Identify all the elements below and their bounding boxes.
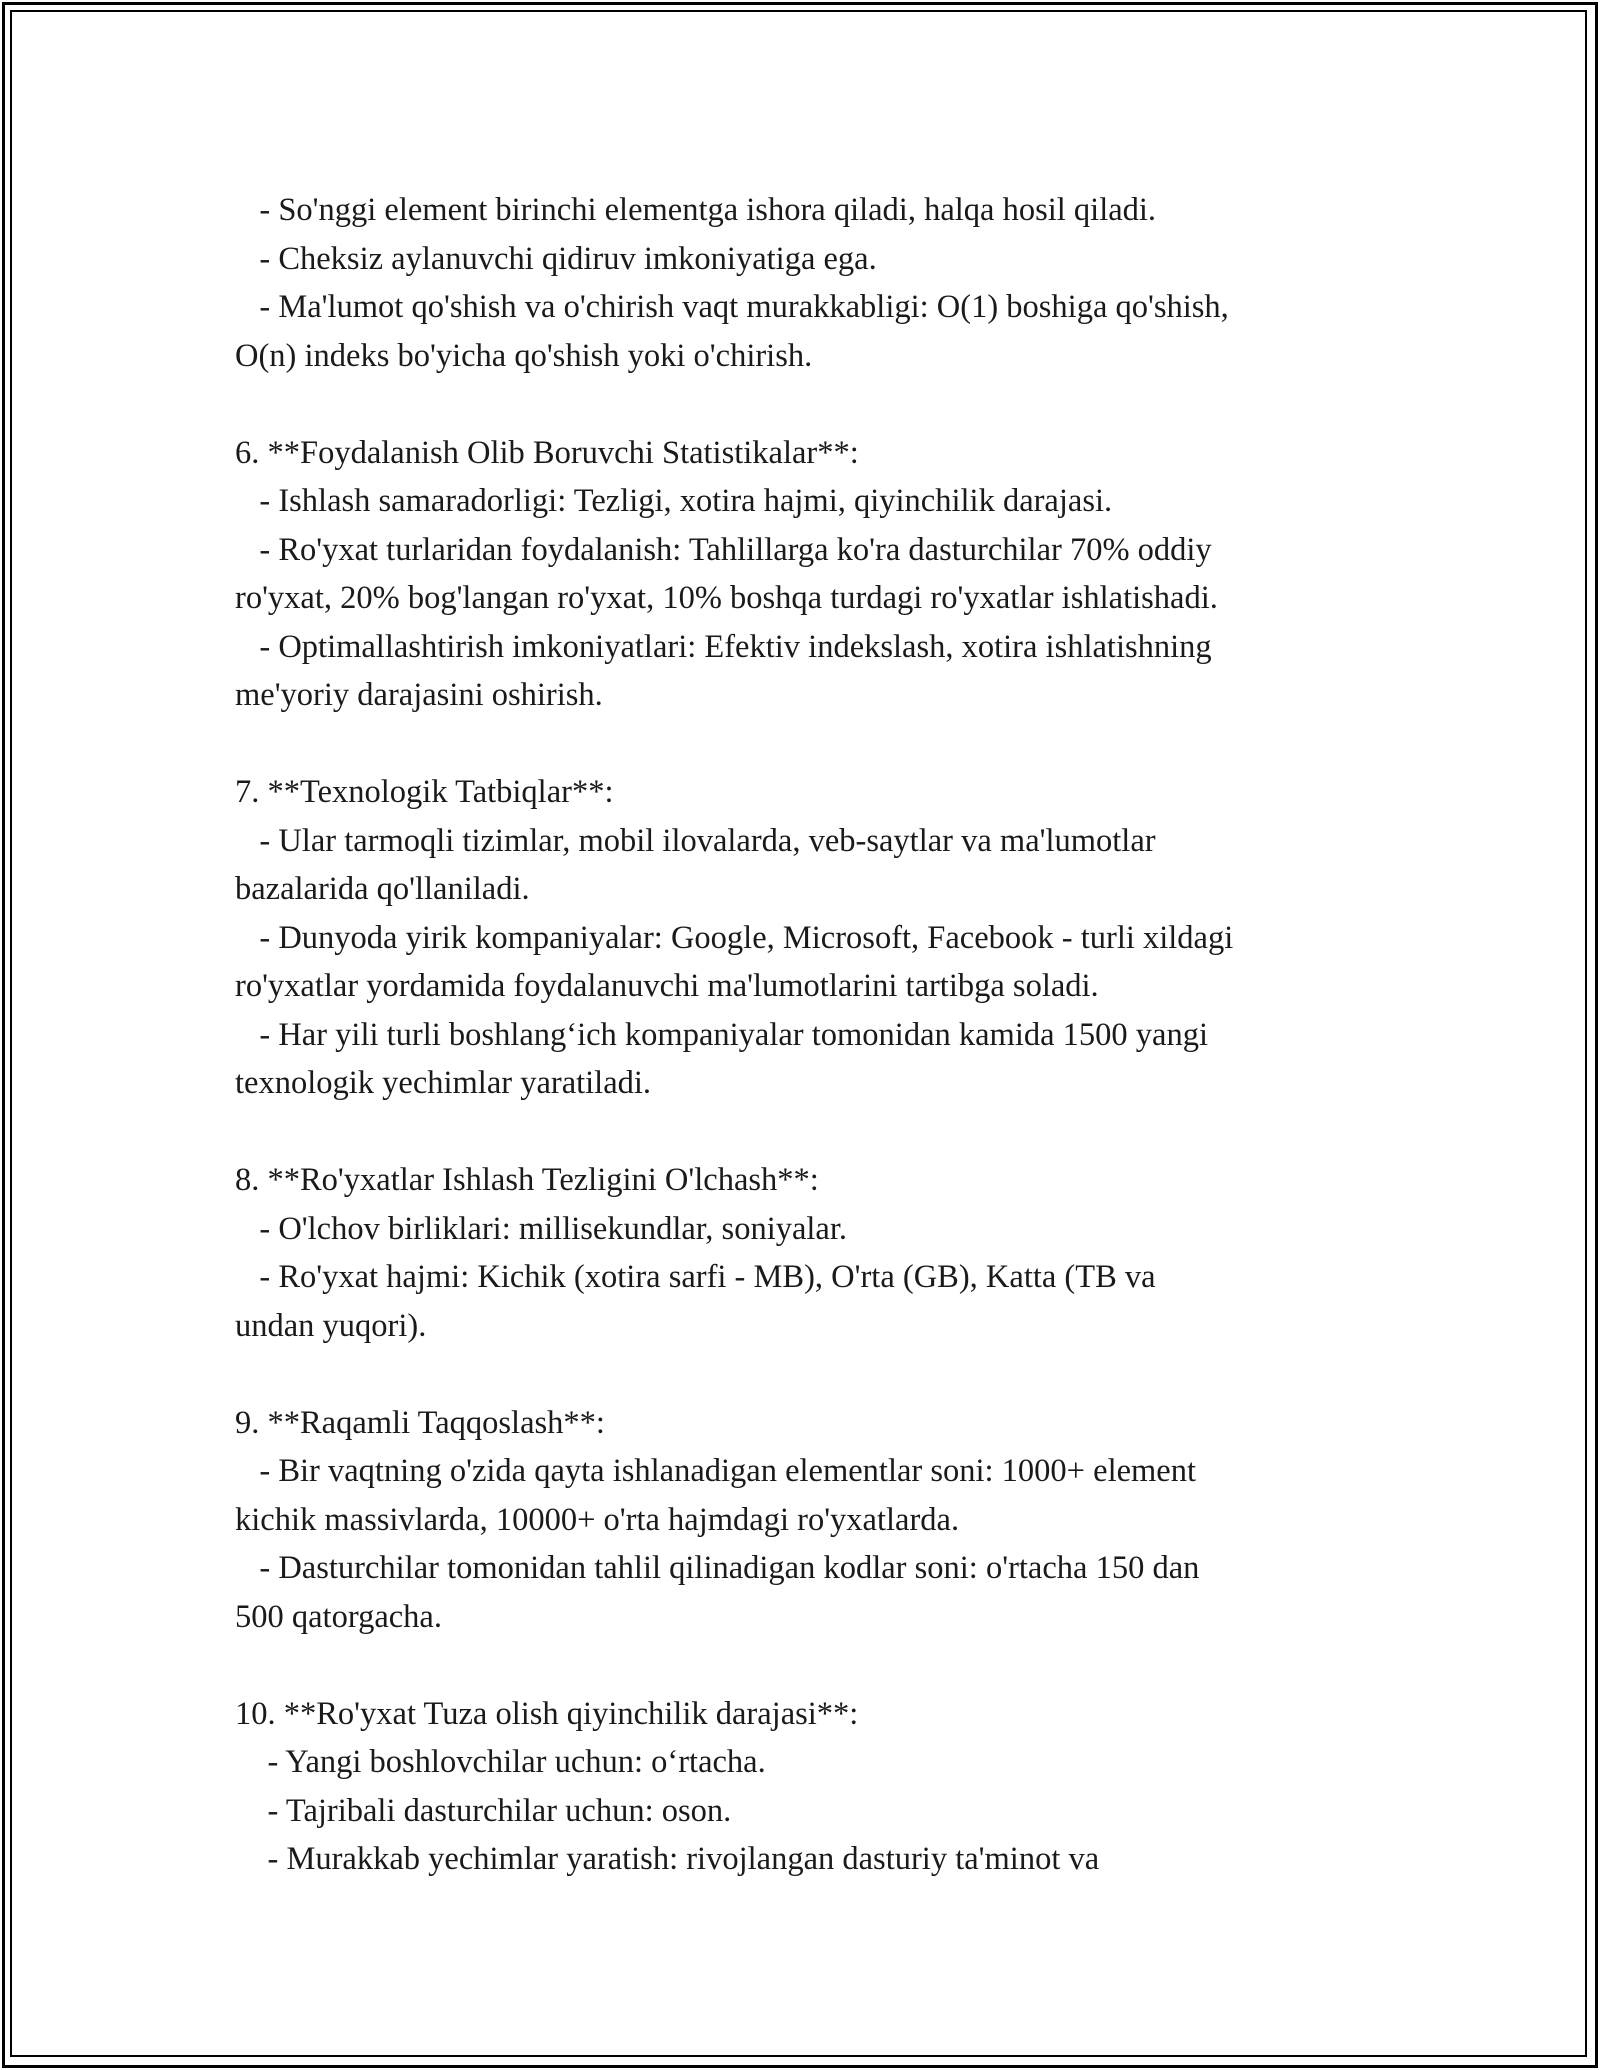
text-line: - Cheksiz aylanuvchi qidiruv imkoniyatiga ega. bbox=[235, 240, 877, 277]
text-line: - Ishlash samaradorligi: Tezligi, xotira hajmi, qiyinchilik darajasi. bbox=[235, 483, 1113, 519]
text-line: - Dasturchilar tomonidan tahlil qilinadigan kodlar soni: o'rtacha 150 dan bbox=[235, 1550, 1200, 1586]
paragraph-gap bbox=[235, 1350, 1385, 1399]
document-body bbox=[235, 186, 1385, 1884]
text-line: 500 qatorgacha. bbox=[235, 1598, 442, 1635]
text-line: undan yuqori). bbox=[235, 1307, 427, 1344]
section-7 bbox=[235, 768, 1385, 1108]
paragraph-gap bbox=[235, 720, 1385, 769]
text-line: - Optimallashtirish imkoniyatlari: Efektiv indekslash, xotira ishlatishning bbox=[235, 628, 1212, 665]
paragraph-gap bbox=[235, 1641, 1385, 1690]
section-heading: 10. **Ro'yxat Tuza olish qiyinchilik darajasi**: bbox=[235, 1695, 859, 1732]
text-line: kichik massivlarda, 10000+ o'rta hajmdagi ro'yxatlarda. bbox=[235, 1501, 960, 1538]
section-10 bbox=[235, 1690, 1385, 1884]
section-heading: 6. **Foydalanish Olib Boruvchi Statistikalar**: bbox=[235, 434, 859, 471]
section-heading: 8. **Ro'yxatlar Ishlash Tezligini O'lchash**: bbox=[235, 1162, 819, 1198]
text-line: - O'lchov birliklari: millisekundlar, soniyalar. bbox=[235, 1210, 848, 1247]
section-8 bbox=[235, 1156, 1385, 1350]
text-line: me'yoriy darajasini oshirish. bbox=[235, 677, 603, 713]
text-line: - Ular tarmoqli tizimlar, mobil ilovalarda, veb-saytlar va ma'lumotlar bbox=[235, 822, 1156, 859]
section-heading: 9. **Raqamli Taqqoslash**: bbox=[235, 1404, 605, 1441]
text-line: - Murakkab yechimlar yaratish: rivojlangan dasturiy ta'minot va bbox=[235, 1841, 1100, 1877]
section-9 bbox=[235, 1399, 1385, 1642]
text-line: - Ro'yxat hajmi: Kichik (xotira sarfi - MB), O'rta (GB), Katta (TB va bbox=[235, 1259, 1156, 1295]
text-line: - Dunyoda yirik kompaniyalar: Google, Microsoft, Facebook - turli xildagi bbox=[235, 919, 1234, 956]
text-line: bazalarida qo'llaniladi. bbox=[235, 871, 530, 907]
intro-bullets bbox=[235, 186, 1385, 380]
text-line: - Har yili turli boshlang‘ich kompaniyalar tomonidan kamida 1500 yangi bbox=[235, 1016, 1208, 1053]
text-line: ro'yxatlar yordamida foydalanuvchi ma'lumotlarini tartibga soladi. bbox=[235, 968, 1099, 1004]
paragraph-gap bbox=[235, 1108, 1385, 1157]
text-line: - So'nggi element birinchi elementga ishora qiladi, halqa hosil qiladi. bbox=[235, 192, 1157, 228]
text-line: - Ro'yxat turlaridan foydalanish: Tahlillarga ko'ra dasturchilar 70% oddiy bbox=[235, 531, 1212, 568]
text-line: ro'yxat, 20% bog'langan ro'yxat, 10% boshqa turdagi ro'yxatlar ishlatishadi. bbox=[235, 580, 1218, 616]
section-heading: 7. **Texnologik Tatbiqlar**: bbox=[235, 774, 614, 810]
paragraph-gap bbox=[235, 380, 1385, 429]
text-line: - Yangi boshlovchilar uchun: o‘rtacha. bbox=[235, 1744, 766, 1780]
text-line: texnologik yechimlar yaratiladi. bbox=[235, 1065, 652, 1101]
text-line: O(n) indeks bo'yicha qo'shish yoki o'chirish. bbox=[235, 337, 813, 374]
text-line: - Ma'lumot qo'shish va o'chirish vaqt murakkabligi: O(1) boshiga qo'shish, bbox=[235, 289, 1229, 325]
text-line: - Tajribali dasturchilar uchun: oson. bbox=[235, 1792, 732, 1829]
text-line: - Bir vaqtning o'zida qayta ishlanadigan elementlar soni: 1000+ element bbox=[235, 1453, 1197, 1489]
section-6 bbox=[235, 429, 1385, 720]
